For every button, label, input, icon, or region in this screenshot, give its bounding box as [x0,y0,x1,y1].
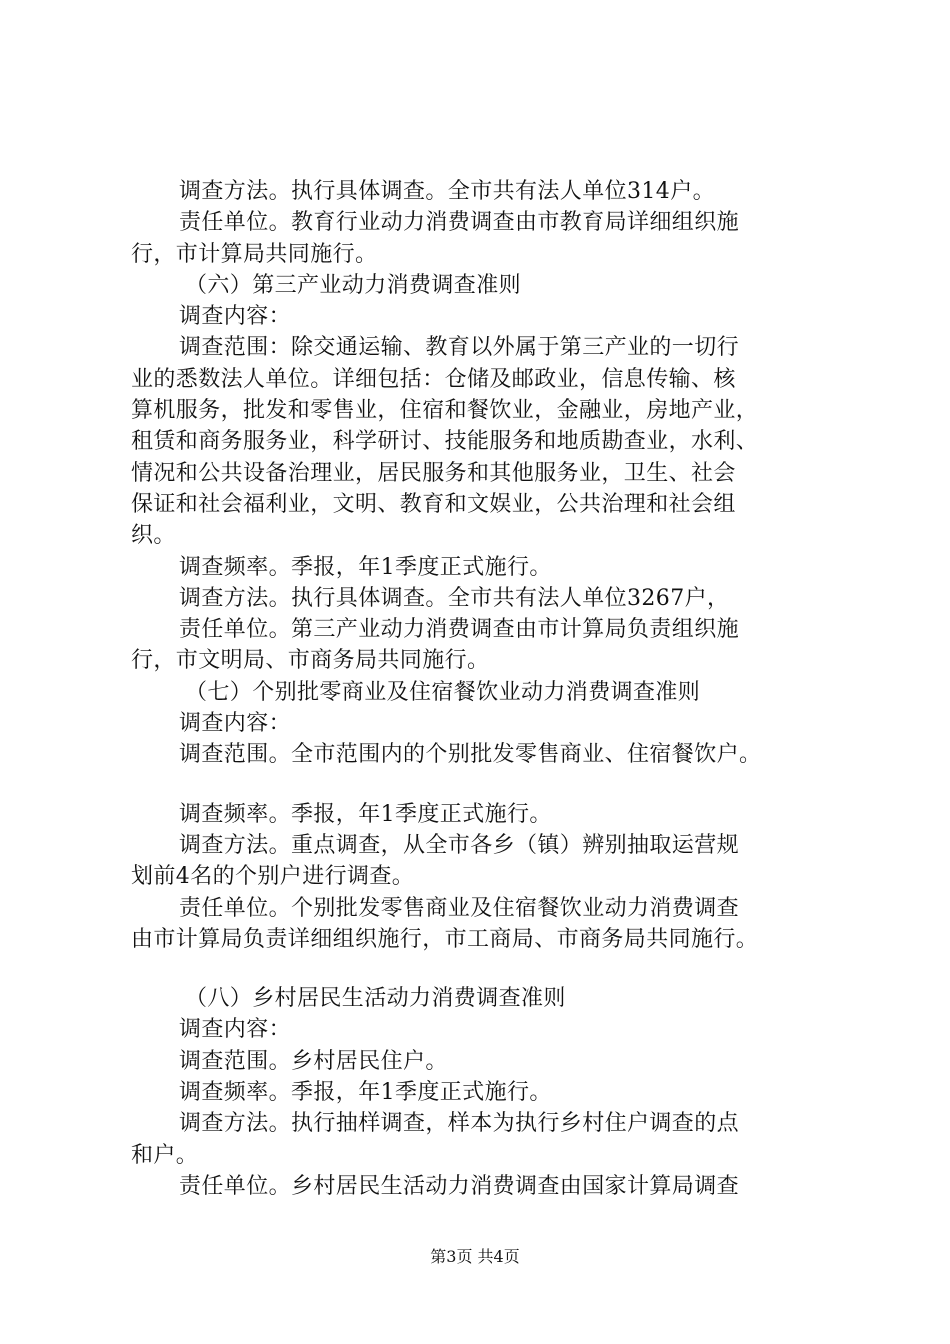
paragraph-gap [131,771,846,799]
paragraph-line: 责任单位。乡村居民生活动力消费调查由国家计算局调查 [179,1173,740,1199]
paragraph-line: 租赁和商务服务业，科学研讨、技能服务和地质勘查业，水利、 [131,429,759,455]
section-heading: （八）乡村居民生活动力消费调查准则 [185,986,566,1012]
paragraph-line: 行，市文明局、市商务局共同施行。 [131,648,490,674]
paragraph-line: 责任单位。教育行业动力消费调查由市教育局详细组织施 [179,210,740,236]
paragraph-line: 算机服务，批发和零售业，住宿和餐饮业，金融业，房地产业， [131,398,759,424]
paragraph-line: 划前4名的个别户进行调查。 [131,864,415,890]
paragraph-line: 由市计算局负责详细组织施行，市工商局、市商务局共同施行。 [131,926,759,952]
paragraph-line: 调查频率。季报，年1季度正式施行。 [179,801,552,827]
paragraph-line: 调查范围。全市范围内的个别批发零售商业、住宿餐饮户。 [179,742,762,768]
paragraph-line: 责任单位。个别批发零售商业及住宿餐饮业动力消费调查 [179,895,740,921]
section-heading: （七）个别批零商业及住宿餐饮业动力消费调查准则 [185,679,701,705]
paragraph-line: 和户。 [131,1142,199,1168]
page-footer: 第3页 共4页 [430,1247,520,1266]
paragraph-line: 调查方法。执行具体调查。全市共有法人单位3267户， [179,585,730,611]
paragraph-line: 保证和社会福利业，文明、教育和文娱业，公共治理和社会组 [131,491,736,517]
paragraph-line: 责任单位。第三产业动力消费调查由市计算局负责组织施 [179,617,740,643]
paragraph-gap [131,955,846,983]
paragraph-line: 调查内容： [179,1017,292,1043]
paragraph-line: 情况和公共设备治理业，居民服务和其他服务业，卫生、社会 [131,460,736,486]
document-body [131,176,846,1202]
paragraph-line: 调查内容： [179,711,292,737]
paragraph-line: 业的悉数法人单位。详细包括：仓储及邮政业，信息传输、核 [131,366,736,392]
paragraph-line: 织。 [131,523,176,549]
paragraph-line: 调查方法。执行抽样调查，样本为执行乡村住户调查的点 [179,1111,740,1137]
paragraph-line: 调查频率。季报，年1季度正式施行。 [179,554,552,580]
paragraph-line: 调查范围：除交通运输、教育以外属于第三产业的一切行 [179,335,740,361]
paragraph-line: 调查内容： [179,304,292,330]
section-heading: （六）第三产业动力消费调查准则 [185,272,522,298]
paragraph-line: 调查范围。乡村居民住户。 [179,1048,448,1074]
paragraph-line: 调查方法。重点调查，从全市各乡（镇）辨别抽取运营规 [179,832,740,858]
paragraph-line: 调查频率。季报，年1季度正式施行。 [179,1080,552,1106]
paragraph-line: 调查方法。执行具体调查。全市共有法人单位314户。 [179,179,715,204]
paragraph-line: 行，市计算局共同施行。 [131,241,378,267]
